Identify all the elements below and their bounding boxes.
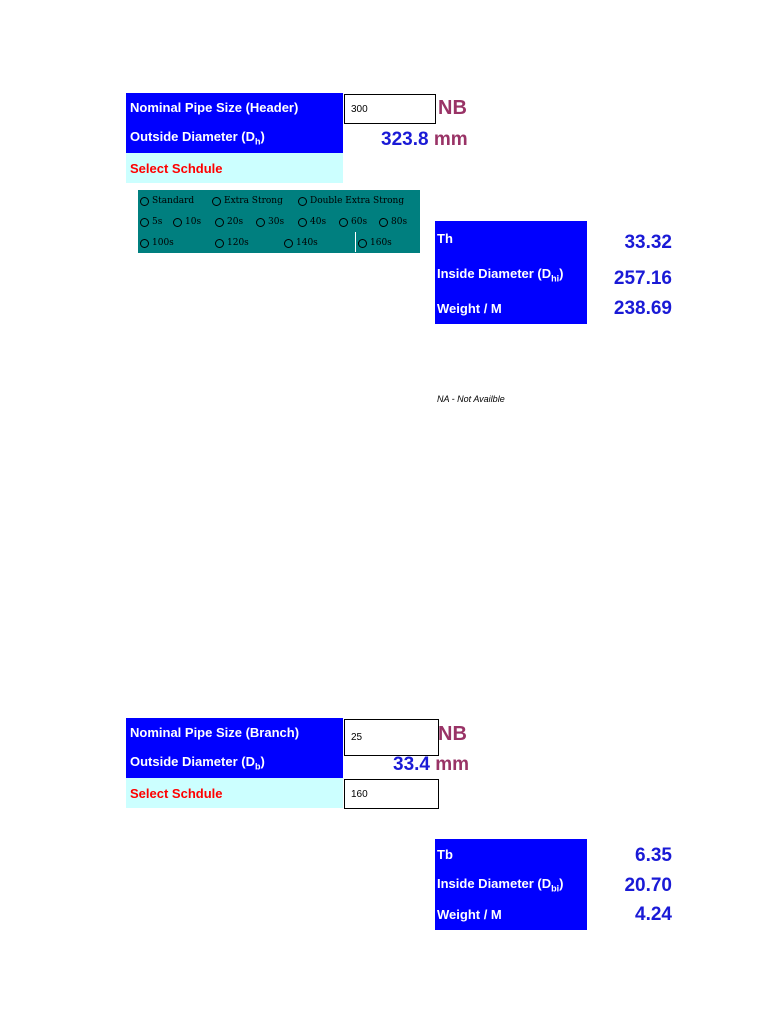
branch-label-block [126,718,343,778]
radio-circle-icon [284,239,293,248]
radio-circle-icon [358,239,367,248]
radio-40s[interactable]: 40s [298,217,326,227]
radio-circle-icon [212,197,221,206]
radio-circle-icon [215,239,224,248]
branch-tb-label: Tb [437,847,453,862]
branch-weight-label: Weight / M [437,907,502,922]
radio-circle-icon [298,197,307,206]
branch-nps-label: Nominal Pipe Size (Branch) [130,725,300,740]
header-od-value: 323.8 mm [381,129,468,150]
header-select-schedule: Select Schdule [126,153,343,183]
radio-120s[interactable]: 120s [215,238,249,248]
branch-tb-value: 6.35 [635,845,672,866]
branch-od-value: 33.4 mm [393,754,470,775]
header-label-block [126,93,343,153]
header-nb-unit: NB [438,97,467,119]
radio-20s[interactable]: 20s [215,217,243,227]
radio-circle-icon [140,218,149,227]
radio-100s[interactable]: 100s [140,238,174,248]
header-weight-value: 238.69 [613,298,672,319]
radio-30s[interactable]: 30s [256,217,284,227]
radio-double-extra-strong[interactable]: Double Extra Strong [298,196,404,206]
schedule-radio-group [138,190,420,253]
branch-select-schedule: Select Schdule [126,778,343,808]
branch-schedule-input[interactable]: 160 [344,779,439,809]
radio-extra-strong[interactable]: Extra Strong [212,196,283,206]
na-note: NA - Not Availble [437,394,505,404]
header-od-label: Outside Diameter $(D_h)$ [130,129,265,147]
header-weight-label: Weight / M [437,301,502,316]
branch-nb-unit: NB [438,723,467,745]
header-results-block [435,221,587,324]
header-nps-input[interactable]: 300 [344,94,436,124]
radio-circle-icon [140,197,149,206]
radio-circle-icon [140,239,149,248]
radio-divider [355,232,356,252]
header-nps-label: Nominal Pipe Size (Header) [130,100,299,115]
radio-5s[interactable]: 5s [140,217,162,227]
header-id-value: 257.16 [613,268,672,289]
radio-80s[interactable]: 80s [379,217,407,227]
radio-circle-icon [379,218,388,227]
header-th-value: 33.32 [624,232,672,253]
branch-od-label: Outside Diameter $(D_b)$ [130,754,265,772]
radio-10s[interactable]: 10s [173,217,201,227]
radio-circle-icon [173,218,182,227]
branch-results-block [435,839,587,930]
radio-circle-icon [256,218,265,227]
radio-circle-icon [215,218,224,227]
radio-standard[interactable]: Standard [140,196,194,206]
radio-160s[interactable]: 160s [358,238,392,248]
radio-140s[interactable]: 140s [284,238,318,248]
branch-weight-value: 4.24 [635,904,672,925]
radio-60s[interactable]: 60s [339,217,367,227]
radio-circle-icon [298,218,307,227]
header-id-label: Inside Diameter $(D_{hi})$ [437,266,564,284]
branch-id-label: Inside Diameter $(D_{bi})$ [437,876,564,894]
branch-nps-input[interactable]: 25 [344,719,439,756]
branch-id-value: 20.70 [624,875,672,896]
radio-circle-icon [339,218,348,227]
header-th-label: Th [437,231,453,246]
